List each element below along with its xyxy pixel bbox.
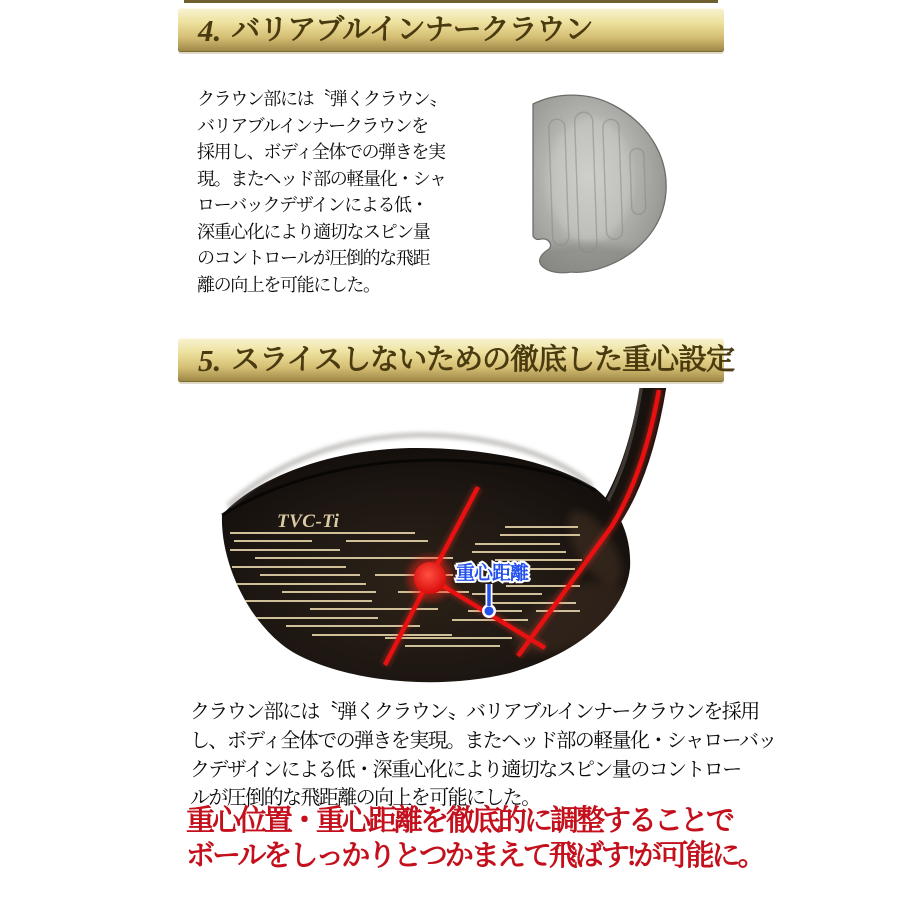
highlight-line: ボールをしっかりとつかまえて飛ばす!が可能に。 [186,840,764,872]
section4-number: 4. [198,12,222,48]
section4-description [197,86,459,298]
section4-line: ローバックデザインによる低・ [197,195,428,215]
section5-line: し、ボディ全体での弾きを実現。またヘッド部の軽量化・シャローバッ [190,729,776,752]
section5-line: ルが圧倒的な飛距離の向上を可能にした。 [190,787,540,810]
highlight-line: 重心位置・重心距離を徹底的に調整することで [186,805,733,837]
driver-face-photo [170,388,740,695]
section5-number: 5. [198,342,222,378]
section4-line: クラウン部には〝弾くクラウン〟 [197,89,446,109]
section4-line: 現。またヘッド部の軽量化・シャ [197,168,446,189]
logo-text: TVC-Ti [277,511,340,532]
section4-line: 採用し、ボディ全体での弾きを実 [197,142,445,162]
section5-description [190,698,776,813]
highlight-message [186,804,764,874]
inner-crown-photo [505,88,680,288]
section4-line: バリアブルインナークラウンを [197,115,428,136]
section4-line: 離の向上を可能にした。 [197,274,380,295]
section5-line: クラウン部には〝弾くクラウン〟バリアブルインナークラウンを採用 [190,701,759,723]
inner-crown-drawing [505,88,680,288]
cg-dot [414,562,446,594]
cg-distance-label: 重心距離 [456,563,529,584]
section4-line: 深重心化により適切なスピン量 [197,221,430,242]
section5-title: スライスしないための徹底した重心設定 [231,343,735,376]
section5-line: クデザインによる低・深重心化により適切なスピン量のコントロー [190,758,741,781]
section4-title: バリアブルインナークラウン [231,13,593,46]
section4-line: のコントロールが圧倒的な飛距 [197,248,430,268]
previous-section-edge [184,0,718,3]
cg-marker-dot [485,607,494,616]
section4-heading-banner [178,8,724,52]
driver-face-drawing [170,388,740,695]
section5-heading-banner [178,338,735,382]
